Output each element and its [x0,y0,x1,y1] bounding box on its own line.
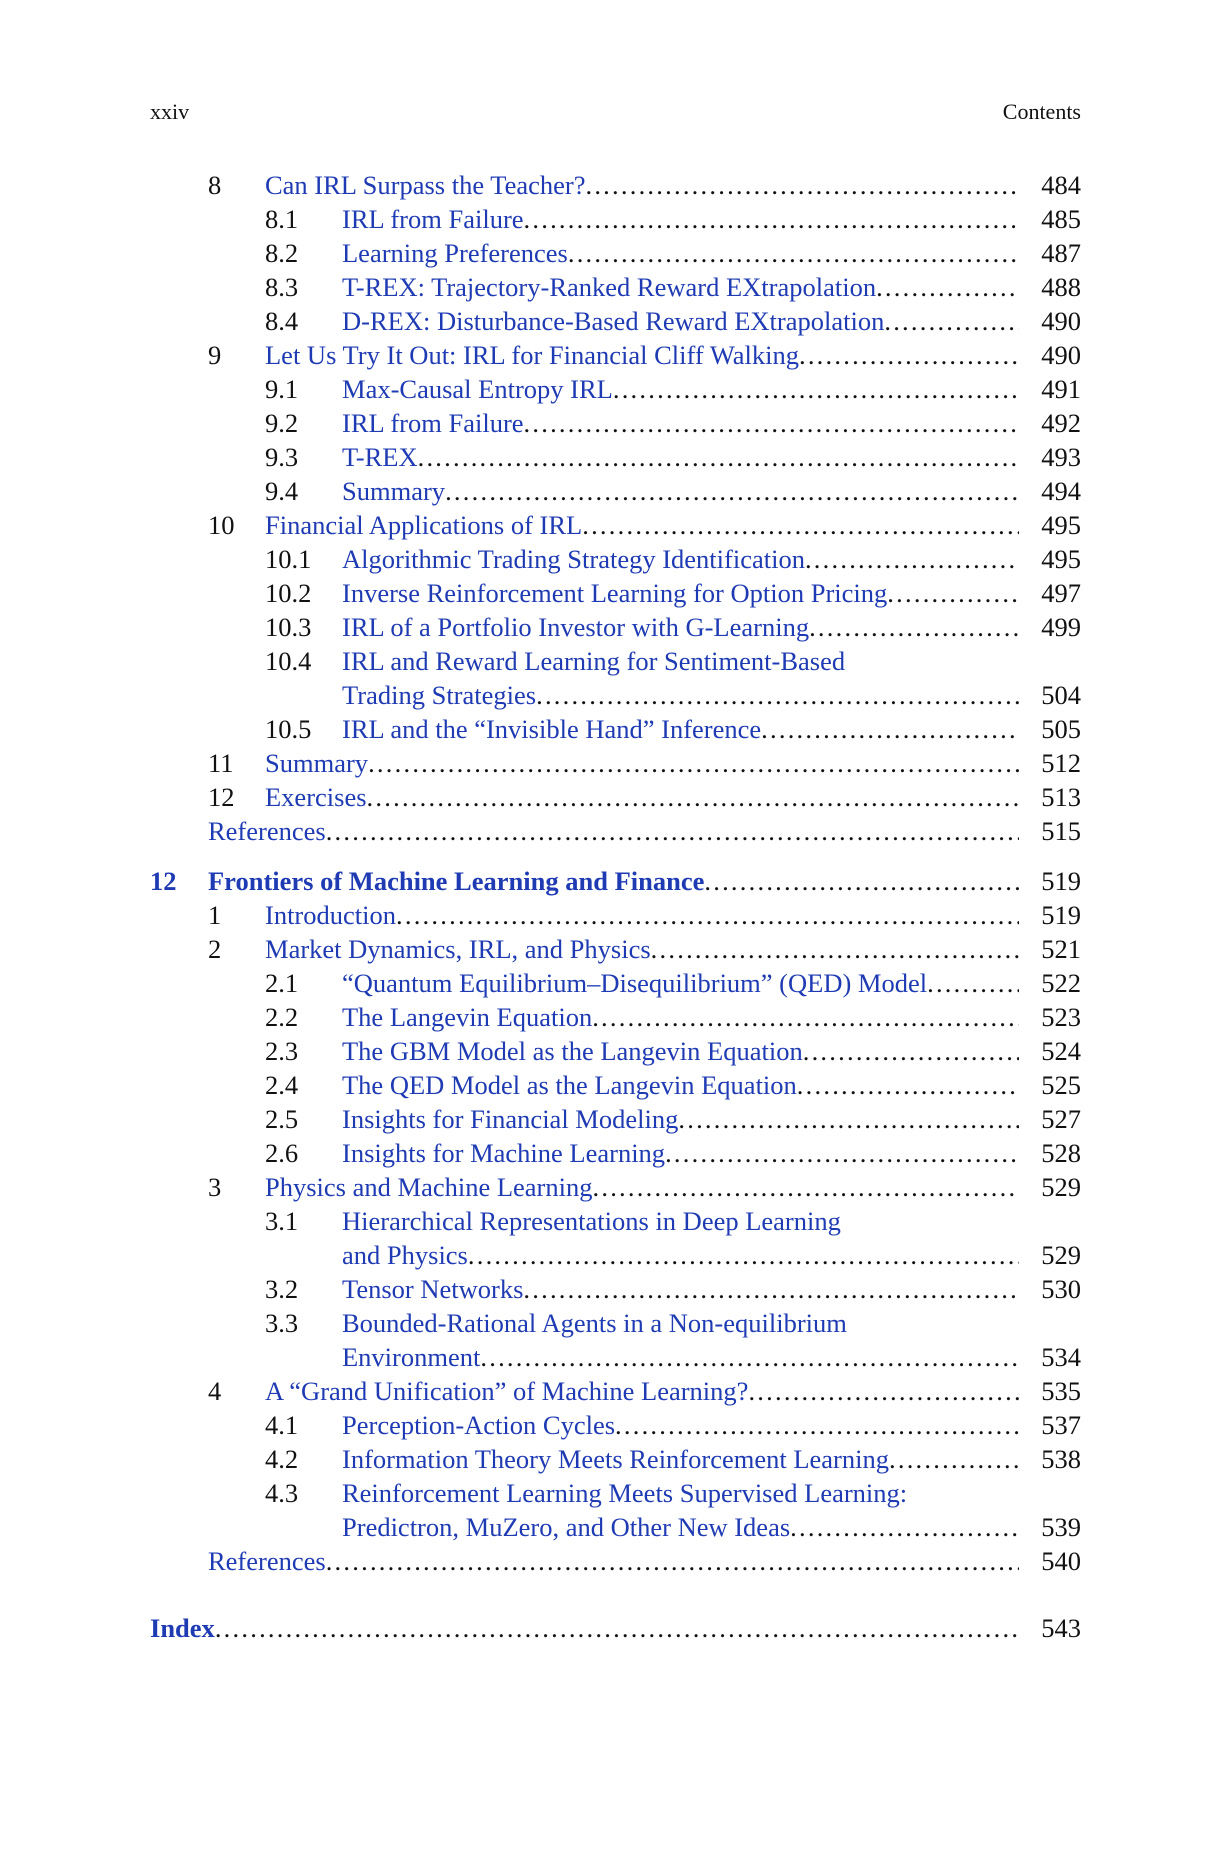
toc-entry[interactable] [150,644,1081,678]
toc-entry-title[interactable] [342,1340,1019,1374]
toc-entry-title[interactable] [208,864,1019,898]
toc-entry-title[interactable] [342,406,1019,440]
toc-entry-title[interactable] [342,966,1019,1000]
toc-entry-title[interactable] [265,1374,1019,1408]
toc-entry[interactable] [150,1476,1081,1510]
toc-entry-page: 490 [1021,304,1081,338]
toc-entry-title-text: Trading Strategies [342,680,537,710]
toc-entry-title[interactable] [342,678,1019,712]
toc-entry-title-text: IRL and the “Invisible Hand” Inference [342,714,762,744]
dot-leader [803,1036,1019,1066]
toc-entry-title-text: and Physics [342,1240,468,1270]
dot-leader [927,968,1019,998]
toc-entry-page: 485 [1021,202,1081,236]
toc-entry-page: 491 [1021,372,1081,406]
toc-entry-page: 524 [1021,1034,1081,1068]
toc-entry-page: 527 [1021,1102,1081,1136]
toc-entry-title-text: Inverse Reinforcement Learning for Option Pricing [342,578,888,608]
toc-entry-page: 519 [1021,898,1081,932]
toc-entry-title[interactable] [208,814,1019,848]
toc-entry-number: 8.3 [265,272,299,302]
toc-entry-title-text: Market Dynamics, IRL, and Physics [265,934,651,964]
toc-entry-number: 12 [150,866,177,896]
toc-entry-page: 522 [1021,966,1081,1000]
toc-entry-page: 495 [1021,508,1081,542]
toc-entry-title[interactable] [342,542,1019,576]
dot-leader [704,866,1019,896]
toc-entry[interactable] [150,1544,1081,1578]
toc-entry[interactable] [150,270,1081,304]
toc-entry-title-text: Insights for Machine Learning [342,1138,666,1168]
toc-entry-number: 9.4 [265,476,299,506]
toc-entry-title[interactable] [342,1306,1019,1340]
toc-entry-title-text: Can IRL Surpass the Teacher? [265,170,586,200]
toc-entry-title[interactable] [342,576,1019,610]
dot-leader [592,1002,1019,1032]
toc-entry-number: 8 [208,170,222,200]
dot-leader [445,476,1019,506]
toc-entry-title-text: D-REX: Disturbance-Based Reward EXtrapolation [342,306,885,336]
toc-entry-number: 2 [208,934,222,964]
dot-leader [761,714,1019,744]
toc-entry-page: 540 [1021,1544,1081,1578]
toc-entry-title[interactable] [265,898,1019,932]
toc-entry-title[interactable] [342,1476,1019,1510]
dot-leader [524,408,1019,438]
toc-entry-number: 2.5 [265,1104,299,1134]
toc-entry-title[interactable] [342,474,1019,508]
toc-entry-title-text: Algorithmic Trading Strategy Identification [342,544,805,574]
toc-entry[interactable] [150,932,1081,966]
toc-entry-number: 10.5 [265,714,312,744]
toc-entry-page: 519 [1021,864,1081,898]
dot-leader [524,204,1019,234]
toc-entry[interactable] [150,1510,1081,1544]
toc-entry-page: 529 [1021,1170,1081,1204]
dot-leader [678,1104,1019,1134]
toc-entry-title-text: Summary [265,748,369,778]
toc-entry[interactable] [150,1272,1081,1306]
toc-entry-page: 487 [1021,236,1081,270]
running-head: Contents [1002,99,1081,124]
dot-leader [523,1274,1019,1304]
toc-entry-number: 10.1 [265,544,312,574]
dot-leader [582,510,1019,540]
toc-entry-page: 530 [1021,1272,1081,1306]
toc-entry-number: 9 [208,340,222,370]
toc-entry-title[interactable] [265,1170,1019,1204]
toc-entry-title-text: The QED Model as the Langevin Equation [342,1070,797,1100]
toc-entry[interactable] [150,440,1081,474]
toc-entry-page: 513 [1021,780,1081,814]
toc-entry-number: 9.1 [265,374,299,404]
toc-entry-number: 3.3 [265,1308,299,1338]
toc-entry-title[interactable] [342,1272,1019,1306]
toc-entry-title-text: Perception-Action Cycles [342,1410,616,1440]
toc-entry-title[interactable] [342,372,1019,406]
toc-entry-title-text: Learning Preferences [342,238,568,268]
dot-leader [651,934,1019,964]
toc-entry-title-text: Insights for Financial Modeling [342,1104,679,1134]
toc-entry-page: 495 [1021,542,1081,576]
toc-entry[interactable] [150,1034,1081,1068]
toc-entry[interactable] [150,1102,1081,1136]
toc-entry-title[interactable] [265,780,1019,814]
toc-entry[interactable] [150,898,1081,932]
toc-index-entry[interactable] [150,1611,1081,1645]
toc-entry[interactable] [150,1442,1081,1476]
toc-entry-title-text: The GBM Model as the Langevin Equation [342,1036,803,1066]
toc-entry-title-text: Bounded-Rational Agents in a Non-equilibrium [342,1308,847,1338]
toc-entry[interactable] [150,712,1081,746]
toc-entry-title[interactable] [342,1034,1019,1068]
toc-entry[interactable] [150,1408,1081,1442]
toc-entry-page: 521 [1021,932,1081,966]
toc-entry[interactable] [150,372,1081,406]
toc-entry-number: 4.2 [265,1444,299,1474]
toc-entry-number: 10.4 [265,646,312,676]
toc-entry-page: 539 [1021,1510,1081,1544]
toc-entry-title-text: Predictron, MuZero, and Other New Ideas [342,1512,791,1542]
toc-entry[interactable] [150,236,1081,270]
toc-entry-page: 543 [1021,1611,1081,1645]
toc-entry-title[interactable] [208,1544,1019,1578]
toc-entry-title-text: Information Theory Meets Reinforcement Learning [342,1444,889,1474]
toc-entry-title-text: “Quantum Equilibrium–Disequilibrium” (QED) Model [342,968,928,998]
toc-entry-title[interactable] [342,1102,1019,1136]
toc-entry-page: 535 [1021,1374,1081,1408]
toc-entry-page: 525 [1021,1068,1081,1102]
toc-entry-page: 528 [1021,1136,1081,1170]
toc-entry-page: 488 [1021,270,1081,304]
toc-entry-number: 4 [208,1376,222,1406]
toc-entry-title-text: Max-Causal Entropy IRL [342,374,613,404]
toc-entry[interactable] [150,168,1081,202]
toc-entry-title[interactable] [342,644,1019,678]
toc-entry-title-text: Introduction [265,900,396,930]
dot-leader [585,170,1019,200]
toc-entry[interactable] [150,202,1081,236]
toc-entry[interactable] [150,338,1081,372]
dot-leader [480,1342,1019,1372]
toc-entry-title-text: T-REX [342,442,418,472]
toc-entry-title-text: Frontiers of Machine Learning and Finance [208,866,705,896]
toc-entry-number: 8.2 [265,238,299,268]
toc-entry[interactable] [150,746,1081,780]
toc-entry[interactable] [150,1204,1081,1238]
page-number-roman: xxiv [150,99,190,124]
toc-entry-page: 494 [1021,474,1081,508]
toc-entry[interactable] [150,474,1081,508]
toc-entry-title-text: Tensor Networks [342,1274,524,1304]
toc-entry-title[interactable] [265,168,1019,202]
toc-entry-title[interactable] [342,1204,1019,1238]
toc-entry-number: 10.3 [265,612,312,642]
toc-entry-number: 11 [208,748,234,778]
dot-leader [748,1376,1019,1406]
dot-leader [805,544,1019,574]
toc-entry-title-text: Summary [342,476,446,506]
dot-leader [613,374,1019,404]
toc-entry-title[interactable] [342,1068,1019,1102]
toc-entry-title[interactable] [342,712,1019,746]
toc-entry-number: 4.1 [265,1410,299,1440]
toc-entry-title-text: IRL and Reward Learning for Sentiment-Based [342,646,846,676]
toc-entry[interactable] [150,780,1081,814]
dot-leader [215,1613,1019,1643]
toc-entry-number: 10 [208,510,235,540]
dot-leader [887,578,1019,608]
toc-entry-page: 493 [1021,440,1081,474]
toc-entry-title[interactable] [342,1000,1019,1034]
toc-entry[interactable] [150,678,1081,712]
toc-entry-title-text: T-REX: Trajectory-Ranked Reward EXtrapolation [342,272,877,302]
toc-entry[interactable] [150,966,1081,1000]
toc-entry-page: 523 [1021,1000,1081,1034]
toc-entry-page: 490 [1021,338,1081,372]
toc-entry-title[interactable] [342,270,1019,304]
toc-entry-page: 529 [1021,1238,1081,1272]
toc-entry-title[interactable] [265,932,1019,966]
toc-entry-title[interactable] [150,1611,1019,1645]
toc-entry[interactable] [150,814,1081,848]
toc-entry-number: 2.1 [265,968,299,998]
toc-entry-title-text: Hierarchical Representations in Deep Learning [342,1206,841,1236]
toc-entry-title[interactable] [342,440,1019,474]
toc-entry-title-text: Environment [342,1342,481,1372]
toc-entry-title-text: References [208,816,326,846]
dot-leader [876,272,1019,302]
toc-entry[interactable] [150,610,1081,644]
toc-entry-title-text: IRL from Failure [342,408,524,438]
toc-entry-title[interactable] [342,304,1019,338]
dot-leader [396,900,1019,930]
toc-entry-title[interactable] [342,1510,1019,1544]
toc-entry-number: 10.2 [265,578,312,608]
toc-entry-number: 2.4 [265,1070,299,1100]
toc-entry-number: 8.4 [265,306,299,336]
dot-leader [665,1138,1019,1168]
dot-leader [790,1512,1019,1542]
toc-entry-title[interactable] [342,1408,1019,1442]
toc-entry-number: 2.6 [265,1138,299,1168]
toc-entry-title[interactable] [265,338,1019,372]
toc-entry-title[interactable] [342,236,1019,270]
toc-entry-title[interactable] [265,508,1019,542]
toc-entry-page: 538 [1021,1442,1081,1476]
toc-entry-number: 9.3 [265,442,299,472]
toc-entry-page: 505 [1021,712,1081,746]
toc-entry-number: 3.2 [265,1274,299,1304]
toc-entry-title[interactable] [265,746,1019,780]
toc-entry-page: 499 [1021,610,1081,644]
dot-leader [418,442,1019,472]
toc-entry-number: 2.2 [265,1002,299,1032]
dot-leader [615,1410,1019,1440]
toc-entry-number: 4.3 [265,1478,299,1508]
toc-chapter-entry[interactable] [150,864,1081,898]
toc-entry-title-text: Exercises [265,782,367,812]
toc-entry-title-text: A “Grand Unification” of Machine Learning? [265,1376,749,1406]
toc-entry-page: 504 [1021,678,1081,712]
toc-entry-title-text: Financial Applications of IRL [265,510,583,540]
dot-leader [797,1070,1019,1100]
toc-entry-title[interactable] [342,1442,1019,1476]
dot-leader [326,816,1019,846]
dot-leader [368,748,1019,778]
page-header [150,99,1081,129]
toc-entry-title-text: IRL of a Portfolio Investor with G-Learning [342,612,810,642]
toc-entry[interactable] [150,1340,1081,1374]
toc-entry[interactable] [150,1068,1081,1102]
dot-leader [593,1172,1020,1202]
toc-entry[interactable] [150,576,1081,610]
toc-entry-number: 12 [208,782,235,812]
toc-entry-title[interactable] [342,1238,1019,1272]
toc-entry-title-text: IRL from Failure [342,204,524,234]
dot-leader [367,782,1019,812]
toc-entry-page: 512 [1021,746,1081,780]
toc-entry-page: 484 [1021,168,1081,202]
toc-entry-number: 3.1 [265,1206,299,1236]
toc-entry-page: 534 [1021,1340,1081,1374]
toc-entry-page: 515 [1021,814,1081,848]
toc-entry-number: 3 [208,1172,222,1202]
toc-entry-number: 8.1 [265,204,299,234]
toc-entry[interactable] [150,406,1081,440]
toc-entry-title-text: Let Us Try It Out: IRL for Financial Cliff Walking [265,340,799,370]
toc-entry[interactable] [150,1000,1081,1034]
toc-entry-number: 1 [208,900,222,930]
toc-entry-title-text: References [208,1546,326,1576]
toc-entry[interactable] [150,1374,1081,1408]
toc-entry-title-text: Physics and Machine Learning [265,1172,593,1202]
toc-entry[interactable] [150,542,1081,576]
toc-entry[interactable] [150,1238,1081,1272]
toc-entry-title[interactable] [342,610,1019,644]
dot-leader [884,306,1019,336]
toc-entry-page: 497 [1021,576,1081,610]
toc-entry-title-text: Reinforcement Learning Meets Supervised Learning: [342,1478,908,1508]
dot-leader [799,340,1019,370]
toc-entry-title-text: Index [150,1613,215,1643]
toc-entry-number: 9.2 [265,408,299,438]
dot-leader [809,612,1019,642]
toc-entry-number: 2.3 [265,1036,299,1066]
toc-entry-page: 537 [1021,1408,1081,1442]
dot-leader [326,1546,1019,1576]
dot-leader [468,1240,1019,1270]
toc-entry[interactable] [150,1136,1081,1170]
toc-entry-title[interactable] [342,1136,1019,1170]
dot-leader [536,680,1019,710]
toc-entry[interactable] [150,1306,1081,1340]
toc-entry[interactable] [150,508,1081,542]
dot-leader [568,238,1019,268]
toc-entry[interactable] [150,1170,1081,1204]
toc-entry-title-text: The Langevin Equation [342,1002,593,1032]
dot-leader [889,1444,1019,1474]
toc-entry[interactable] [150,304,1081,338]
toc-entry-page: 492 [1021,406,1081,440]
toc-entry-title[interactable] [342,202,1019,236]
